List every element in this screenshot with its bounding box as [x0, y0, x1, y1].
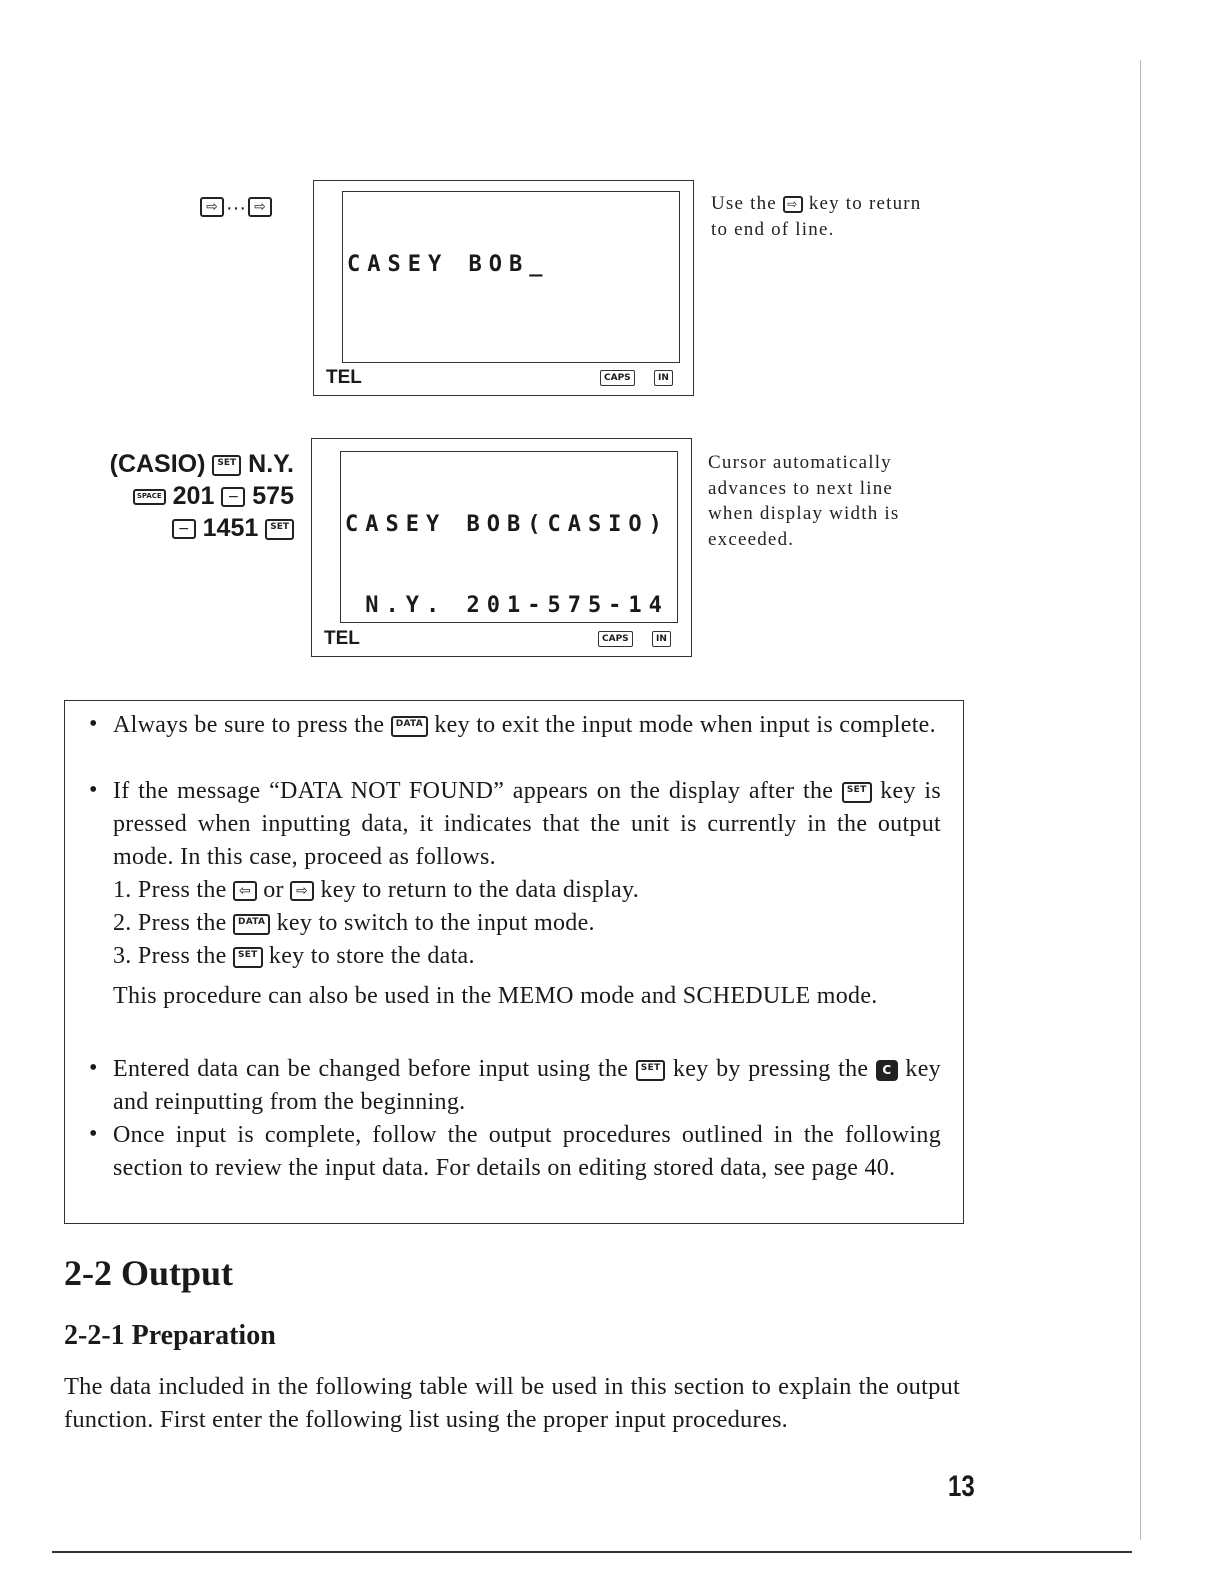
page-number: 13 — [948, 1470, 975, 1503]
subsection-title: 2-2-1 Preparation — [64, 1320, 276, 1351]
set-key-icon: SET — [265, 519, 294, 540]
set-key-icon: SET — [233, 947, 263, 968]
lcd-line: CASEY BOB(CASIO) — [345, 512, 669, 537]
bullet: • — [89, 777, 98, 803]
space-key-icon: SPACE — [133, 489, 166, 505]
dash-key-icon: − — [221, 487, 245, 507]
cursor-right-key-icon: ⇨ — [200, 197, 224, 217]
set-key-icon: SET — [212, 455, 241, 476]
bottom-rule — [52, 1551, 1132, 1553]
input-indicator-icon: IN — [652, 631, 671, 647]
clear-key-icon: C — [876, 1060, 898, 1081]
bullet: • — [89, 1121, 98, 1147]
note-item-1: Always be sure to press the DATA key to exit the input mode when input is complete. — [113, 712, 936, 738]
display-illustration-2 — [311, 438, 692, 657]
note-item-3: Entered data can be changed before input using the SET key by pressing the C key and reinputting from the beginning. — [113, 1056, 941, 1115]
keystroke-sequence-1 — [200, 192, 272, 221]
intro-paragraph: The data included in the following table will be used in this section to explain the output function. First enter the following list using the proper input procedures. — [64, 1373, 960, 1433]
caps-indicator-icon: CAPS — [600, 370, 635, 386]
cursor-left-key-icon: ⇦ — [233, 881, 257, 901]
step-2: 2. Press the DATA key to switch to the input mode. — [113, 910, 595, 936]
procedure-note: This procedure can also be used in the MEMO mode and SCHEDULE mode. — [113, 983, 878, 1009]
display-illustration-1 — [313, 180, 694, 396]
notes-box — [64, 700, 964, 1224]
screen1-note: Use the ⇨ key to return to end of line. — [711, 193, 922, 240]
repeat-dots: ··· — [226, 197, 246, 219]
data-key-icon: DATA — [233, 914, 270, 935]
note-item-2: If the message “DATA NOT FOUND” appears on the display after the SET key is pressed when inputting data, it indicates that the unit is currently in the output mode. In this case, proceed as follows. — [113, 778, 941, 870]
section-title: 2-2 Output — [64, 1253, 234, 1293]
bullet: • — [89, 711, 98, 737]
cursor-right-key-icon: ⇨ — [783, 196, 803, 213]
cursor-right-key-icon: ⇨ — [290, 881, 314, 901]
dash-key-icon: − — [172, 519, 196, 539]
screen2-note: Cursor automatically advances to next line when display width is exceeded. — [708, 452, 900, 550]
data-key-icon: DATA — [391, 716, 428, 737]
cursor-right-key-icon: ⇨ — [248, 197, 272, 217]
step-3: 3. Press the SET key to store the data. — [113, 943, 475, 969]
lcd-screen-1 — [342, 191, 680, 363]
set-key-icon: SET — [842, 782, 872, 803]
lcd-screen-2 — [340, 451, 678, 623]
caps-indicator-icon: CAPS — [598, 631, 633, 647]
input-indicator-icon: IN — [654, 370, 673, 386]
mode-label: TEL — [326, 367, 362, 388]
lcd-line: N.Y. 201-575-14 — [345, 593, 669, 618]
set-key-icon: SET — [636, 1060, 666, 1081]
mode-label: TEL — [324, 628, 360, 649]
bullet: • — [89, 1055, 98, 1081]
step-1: 1. Press the ⇦ or ⇨ key to return to the data display. — [113, 877, 640, 903]
lcd-line: CASEY BOB_ — [347, 252, 550, 277]
note-item-4: Once input is complete, follow the output procedures outlined in the following section to review the input data. For details on editing stored data, see page 40. — [113, 1122, 941, 1181]
page-edge-line — [1140, 60, 1141, 1540]
